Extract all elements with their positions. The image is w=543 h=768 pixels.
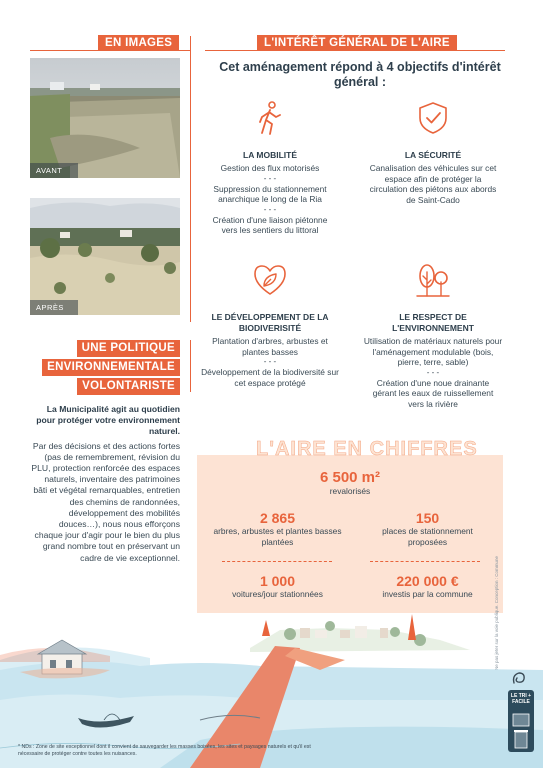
stat-places [355,510,500,547]
stat-label: investis par la commune [382,589,473,599]
vertical-credit: Ne pas jeter sur la voie publique. Conception : Commune [494,555,499,670]
tri-facile-label: LE TRI + FACILE [510,693,532,705]
shield-check-icon [415,100,451,136]
stat-value: 2 865 [259,510,296,526]
stat-divider-left [222,561,332,562]
objective-item: Plantation d'arbres, arbustes et plantes basses [212,336,328,357]
photo-apres-label: APRÈS [30,300,78,315]
objective-item: Développement de la biodiversité sur cet espace protégé [201,367,339,388]
stat-main [280,470,420,497]
objective-separator: - - - [263,357,277,367]
stat-main-value: 6 500 m² [319,469,381,486]
objective-item: Suppression du stationnement anarchique le long de la Ria [213,183,327,205]
images-tag: EN IMAGES [98,35,179,51]
politique-line-3: VOLONTARISTE [77,378,180,395]
intro-lead: La Municipalité agit au quotidien pour protéger votre environnement naturel. [36,404,180,437]
interet-tag: L'INTÉRÊT GÉNÉRAL DE L'AIRE [257,35,457,51]
politique-intro [30,404,180,564]
coastal-illustration [0,600,543,768]
politique-heading [42,340,180,395]
stat-divider-right [370,561,480,562]
footnote: * NDs : Zone de site exceptionnel dont il convient de sauvegarder les masses boisées, les sites et paysages naturels et qu'il est nécessaire de protéger contre toutes les nuisances. [18,744,311,757]
recycle-bin-icon [512,712,530,750]
objective-title: LA MOBILITÉ [243,150,297,160]
interet-tag-underline [205,50,505,51]
objective-title: LE RESPECT DE L'ENVIRONNEMENT [392,312,474,333]
objective-separator: - - - [263,204,277,214]
stat-label: voitures/jour stationnées [232,589,323,599]
photo-avant-image [30,58,180,178]
objective-environnement [348,262,518,410]
objective-mobilite [185,100,355,236]
photo-avant [30,58,180,178]
objective-biodiversite [185,262,355,388]
stat-arbres [205,510,350,547]
brand-logo-icon [511,671,527,685]
photo-apres-image [30,198,180,315]
stat-investis [355,573,500,600]
chiffres-title: L'AIRE EN CHIFFRES [256,438,478,460]
politique-line-2: ENVIRONNEMENTALE [42,359,180,376]
walking-person-icon [252,100,288,136]
stat-value: 1 000 [259,573,296,589]
objectives-subtitle: Cet aménagement répond à 4 objectifs d'intérêt général : [219,60,501,89]
photo-avant-label: AVANT [30,163,78,178]
objective-title: LA SÉCURITÉ [404,150,462,160]
trees-icon [415,262,451,298]
objective-separator: - - - [263,173,277,183]
heart-leaf-icon [252,262,288,298]
stat-voitures [205,573,350,600]
politique-line-1: UNE POLITIQUE [77,340,180,357]
objective-item: Création d'une liaison piétonne vers les sentiers du littoral [212,214,328,236]
objective-title: LE DÉVELOPPEMENT DE LA BIODIVERISITÉ [211,312,329,333]
stat-label: places de stationnement proposées [382,526,473,547]
photo-apres [30,198,180,315]
objective-item: Canalisation des véhicules sur cet espace afin de protéger la circulation des piétons aux abords de Saint-Cado [369,163,497,205]
stat-value: 220 000 € [396,573,459,589]
objective-item: Création d'une noue drainante gérant les eaux de ruissellement vers la rivière [372,377,494,409]
objective-securite [348,100,518,205]
objective-separator: - - - [426,367,440,377]
images-tag-underline [30,50,190,51]
stat-main-label: revalorisés [329,486,371,496]
objective-item: Utilisation de matériaux naturels pour l'aménagement modulable (bois, pierre, terre, sable) [363,336,503,368]
stat-label: arbres, arbustes et plantes basses plantées [213,526,342,547]
intro-body: Par des décisions et des actions fortes (pas de remembrement, révision du PLU, protection renforcée des espaces naturels, inventaire des patrimoines bâti et végétal remarquables, entretien des chemins de randonnées, développement des mobilités douces…), nous nous efforçons chaque jour d'agir pour le bien du plus grand nombre tout en préservant un cadre de vie exceptionnel. [31,440,180,563]
stat-value: 150 [415,510,440,526]
objective-item: Gestion des flux motorisés [220,163,320,173]
